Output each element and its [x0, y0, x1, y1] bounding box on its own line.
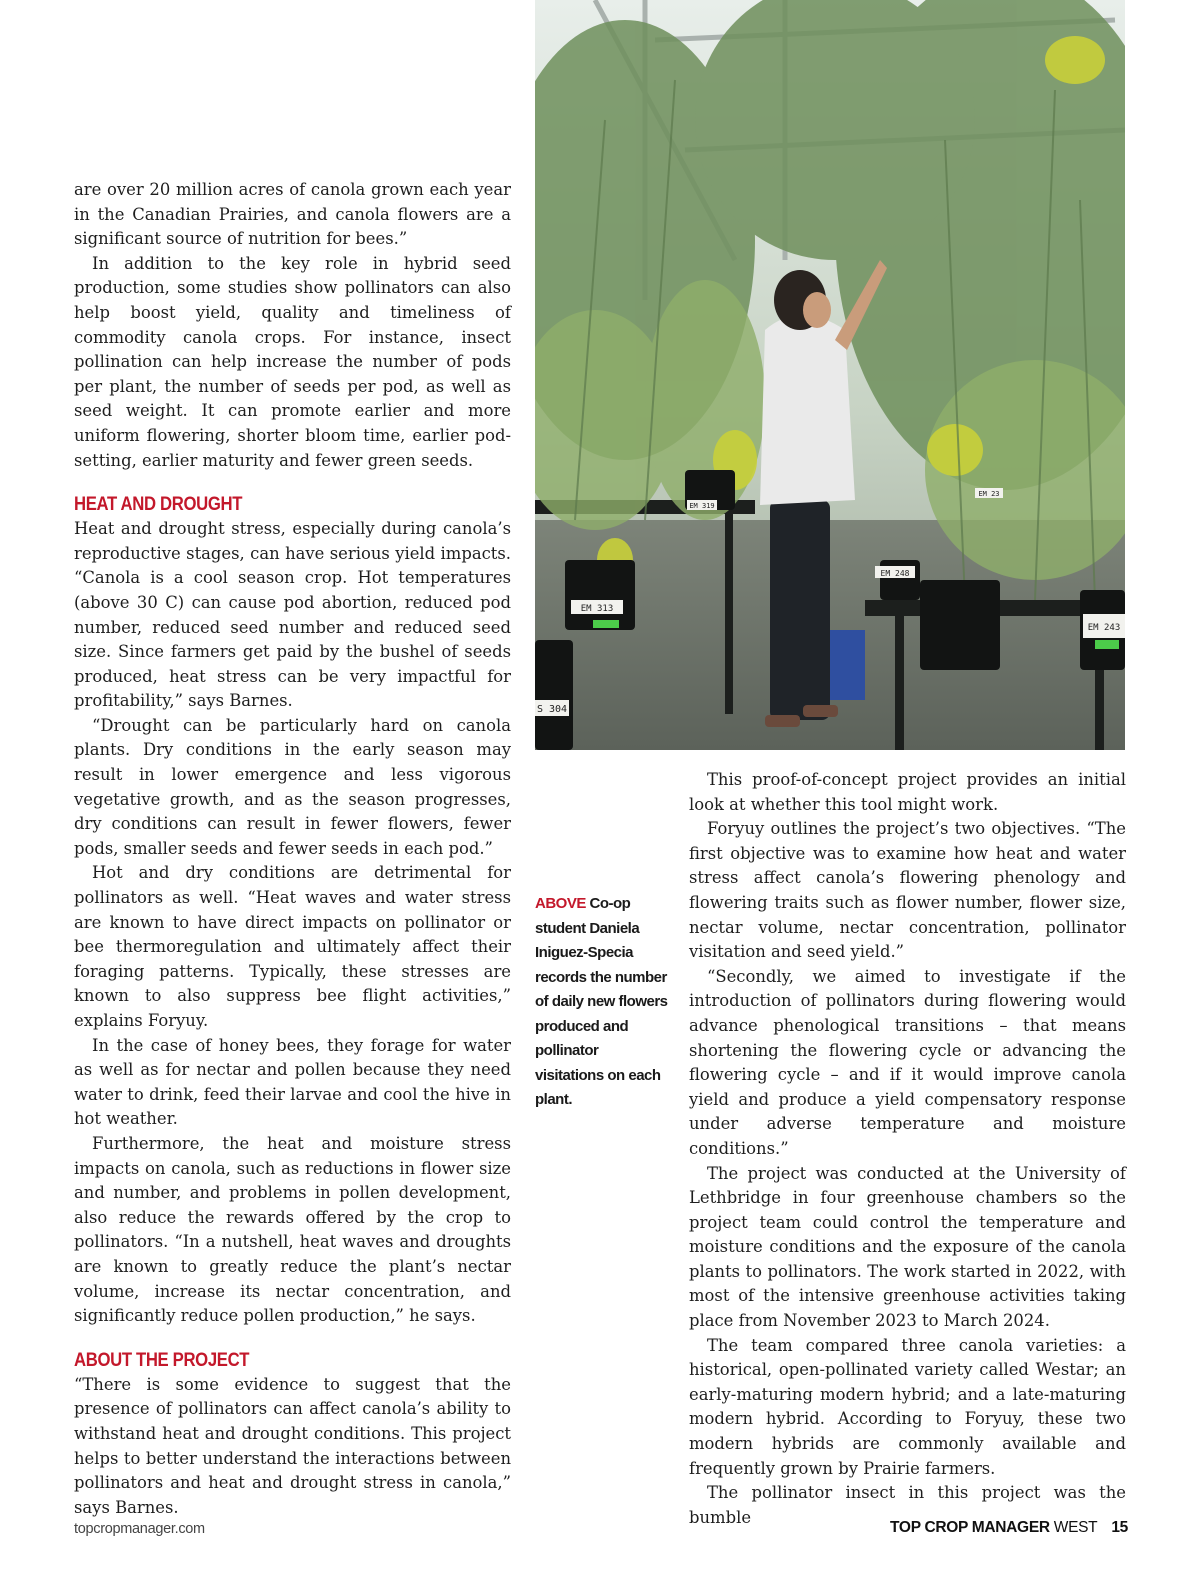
- body-paragraph: “There is some evidence to suggest that the presence of pollinators can affect canola’s ability to withstand heat and drought conditions. This project helps to better understand the interactions between pollinators and heat and drought stress in canola,” says Barnes.: [74, 1374, 511, 1517]
- pot-label: EM 313: [580, 604, 614, 614]
- footer-masthead: [890, 1519, 1128, 1537]
- photo-caption: [535, 892, 670, 1113]
- body-paragraph: In the case of honey bees, they forage for water as well as for nectar and pollen because they need water to drink, feed their larvae and cool the hive in hot weather.: [74, 1035, 511, 1129]
- greenhouse-photo: [535, 0, 1125, 750]
- body-paragraph: are over 20 million acres of canola grown each year in the Canadian Prairies, and canola flowers are a significant source of nutrition for bees.”: [74, 180, 511, 249]
- pot-label: S 304: [536, 704, 568, 715]
- right-column: [689, 768, 1126, 1530]
- caption-text: Co-op student Daniela Iniguez-Specia records the number of daily new flowers produced and pollinator visitations on each plant.: [535, 895, 668, 1108]
- page-number: 15: [1111, 1519, 1128, 1536]
- pot-label: EM 23: [978, 490, 1000, 498]
- body-paragraph: “Drought can be particularly hard on canola plants. Dry conditions in the early season may result in lower emergence and less vigorous vegetative growth, and as the season progresses, dry conditions can result in fewer flowers, fewer pods, smaller seeds and fewer seeds in each pod.”: [74, 715, 511, 858]
- body-paragraph: Foryuy outlines the project’s two objectives. “The first objective was to examine how heat and water stress affect canola’s flowering phenology and flowering traits such as flower number, flower size, nectar volume, nectar concentration, pollinator visitation and seed yield.”: [689, 819, 1126, 962]
- body-paragraph: Furthermore, the heat and moisture stress impacts on canola, such as reductions in flower size and number, and problems in pollen development, also reduce the rewards offered by the crop to pollinators. “In a nutshell, heat waves and droughts are known to greatly reduce the plant’s nectar volume, increase its nectar concentration, and significantly reduce pollen production,” he says.: [74, 1133, 511, 1326]
- body-paragraph: Heat and drought stress, especially during canola’s reproductive stages, can have serious yield impacts. “Canola is a cool season crop. Hot temperatures (above 30 C) can cause pod abortion, reduced pod number, reduced seed number and reduced seed size. Since farmers get paid by the bushel of seeds produced, heat stress can be very impactful for profitability,” says Barnes.: [74, 519, 511, 711]
- body-paragraph: “Secondly, we aimed to investigate if the introduction of pollinators during flowering would advance phenological transitions – that means shortening the flowering cycle or advancing the flowering cycle – and if it would improve canola yield and produce a yield compensatory response under adverse temperature and moisture conditions.”: [689, 966, 1126, 1158]
- footer-brand: TOP CROP MANAGER: [890, 1519, 1050, 1536]
- greenhouse-photo-illustration: [535, 0, 1125, 750]
- pot-label: EM 319: [689, 502, 715, 510]
- body-paragraph: The team compared three canola varieties: a historical, open-pollinated variety called Westar; an early-maturing modern hybrid; and a late-maturing modern hybrid. According to Foryuy, these two modern hybrids are commonly available and frequently grown by Prairie farmers.: [689, 1335, 1126, 1478]
- footer-edition: WEST: [1049, 1519, 1098, 1536]
- body-paragraph: This proof-of-concept project provides an initial look at whether this tool might work.: [689, 770, 1126, 814]
- body-paragraph: In addition to the key role in hybrid seed production, some studies show pollinators can also help boost yield, quality and timeliness of commodity canola crops. For instance, insect pollination can help increase the number of pods per plant, the number of seeds per pod, as well as seed weight. It can promote earlier and more uniform flowering, shorter bloom time, earlier pod-setting, earlier maturity and fewer green seeds.: [74, 253, 511, 470]
- caption-lead: ABOVE: [535, 895, 586, 912]
- section-heading: ABOUT THE PROJECT: [74, 1349, 250, 1371]
- pot-label: EM 248: [880, 569, 910, 578]
- pot-label: EM 243: [1087, 623, 1121, 633]
- body-paragraph: The project was conducted at the University of Lethbridge in four greenhouse chambers so the project team could control the temperature and moisture conditions and the exposure of the canola plants to pollinators. The work started in 2022, with most of the intensive greenhouse activities taking place from November 2023 to March 2024.: [689, 1163, 1126, 1331]
- footer-website: topcropmanager.com: [74, 1521, 205, 1537]
- left-column: [74, 178, 511, 1520]
- body-paragraph: Hot and dry conditions are detrimental for pollinators as well. “Heat waves and water stress are known to have direct impacts on pollinator or bee thermoregulation and ultimately affect their foraging patterns. Typically, these stresses are known to also suppress bee flight activities,” explains Foryuy.: [74, 863, 511, 1030]
- section-heading: HEAT AND DROUGHT: [74, 494, 243, 516]
- body-paragraph: The pollinator insect in this project was the bumble: [689, 1483, 1126, 1527]
